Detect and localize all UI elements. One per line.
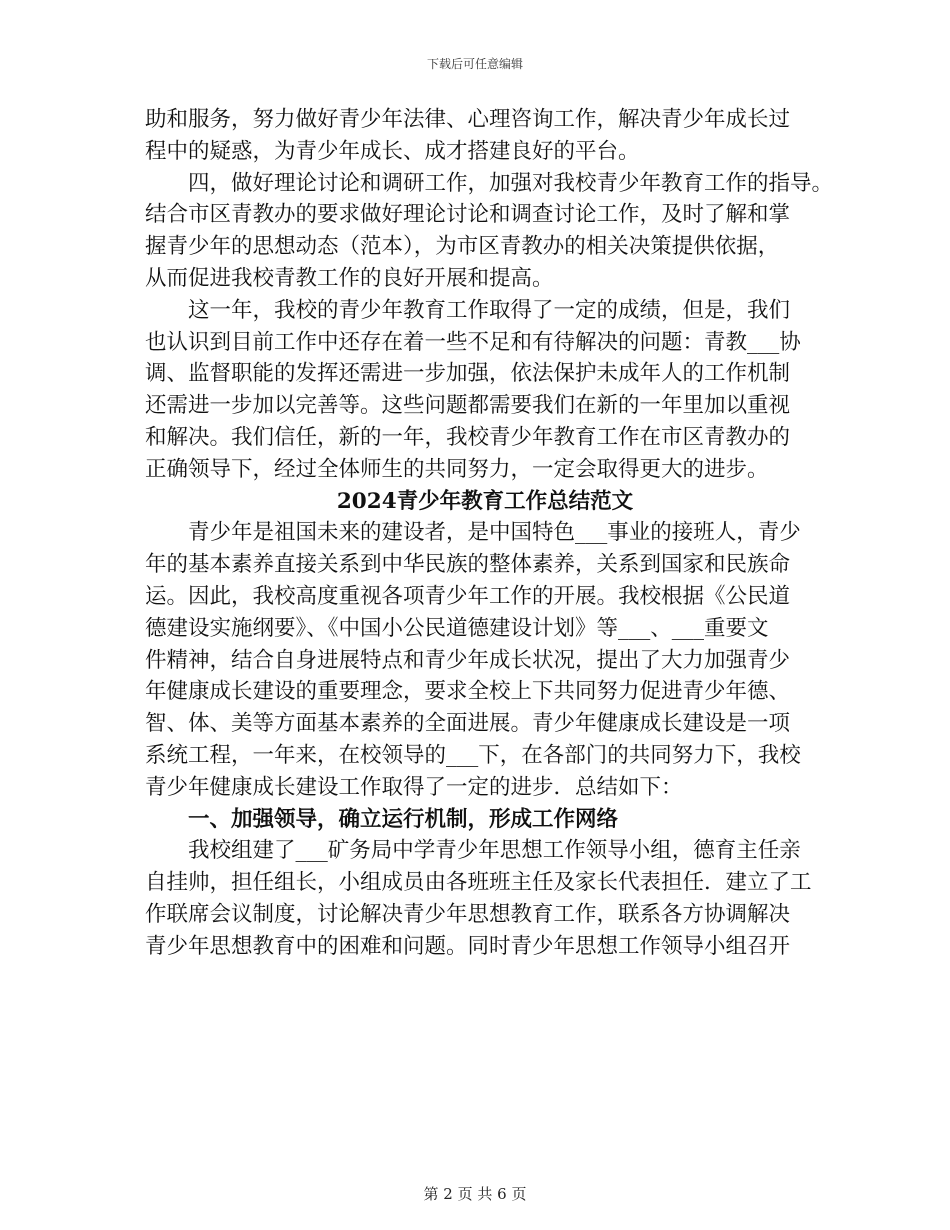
document-title: 2024青少年教育工作总结范文 [336,488,634,514]
document-body [145,104,834,963]
body-line: 运。因此，我校高度重视各项青少年工作的开展。我校根据《公民道 [145,583,791,609]
body-line: 智、体、美等方面基本素养的全面进展。青少年健康成长建设是一项 [145,711,791,737]
body-line: 也认识到目前工作中还存在着一些不足和有待解决的问题：青教___协 [145,329,801,355]
body-line: 结合市区青教办的要求做好理论讨论和调查讨论工作，及时了解和掌 [145,202,791,228]
page-number: 第 2 页 共 6 页 [423,1185,527,1203]
header-note: 下载后可任意编辑 [426,57,523,71]
body-line: 青少年健康成长建设工作取得了一定的进步．总结如下： [145,774,683,800]
body-line: 调、监督职能的发挥还需进一步加强，依法保护未成年人的工作机制 [145,361,791,387]
body-line: 正确领导下，经过全体师生的共同努力，一定会取得更大的进步。 [145,456,769,482]
body-line: 我校组建了___矿务局中学青少年思想工作领导小组，德育主任亲 [145,838,801,864]
body-line: 从而促进我校青教工作的良好开展和提高。 [145,265,554,291]
body-line: 系统工程，一年来，在校领导的___下，在各部门的共同努力下，我校 [145,742,801,768]
body-line: 还需进一步加以完善等。这些问题都需要我们在新的一年里加以重视 [145,393,791,419]
body-line: 四，做好理论讨论和调研工作，加强对我校青少年教育工作的指导。 [145,170,834,196]
body-line: 青少年思想教育中的困难和问题。同时青少年思想工作领导小组召开 [145,933,791,959]
body-line: 和解决。我们信任，新的一年，我校青少年教育工作在市区青教办的 [145,424,791,450]
body-line: 程中的疑惑，为青少年成长、成才搭建良好的平台。 [145,138,640,164]
body-line: 作联席会议制度，讨论解决青少年思想教育工作，联系各方协调解决 [145,901,791,927]
body-line: 青少年是祖国未来的建设者，是中国特色___事业的接班人，青少 [145,520,801,546]
body-line: 这一年，我校的青少年教育工作取得了一定的成绩，但是，我们 [145,297,791,323]
section-heading: 一、加强领导，确立运行机制，形成工作网络 [145,806,619,832]
body-line: 德建设实施纲要》、《中国小公民道德建设计划》等___、___重要文 [145,615,769,641]
body-line: 自挂帅，担任组长，小组成员由各班班主任及家长代表担任．建立了工 [145,870,812,896]
body-line: 助和服务，努力做好青少年法律、心理咨询工作，解决青少年成长过 [145,107,791,132]
body-line: 年的基本素养直接关系到中华民族的整体素养，关系到国家和民族命 [145,552,791,578]
body-line: 年健康成长建设的重要理念，要求全校上下共同努力促进青少年德、 [145,679,791,705]
body-line: 握青少年的思想动态（范本），为市区青教办的相关决策提供依据， [145,234,780,260]
body-line: 件精神，结合自身进展特点和青少年成长状况，提出了大力加强青少 [145,647,791,673]
